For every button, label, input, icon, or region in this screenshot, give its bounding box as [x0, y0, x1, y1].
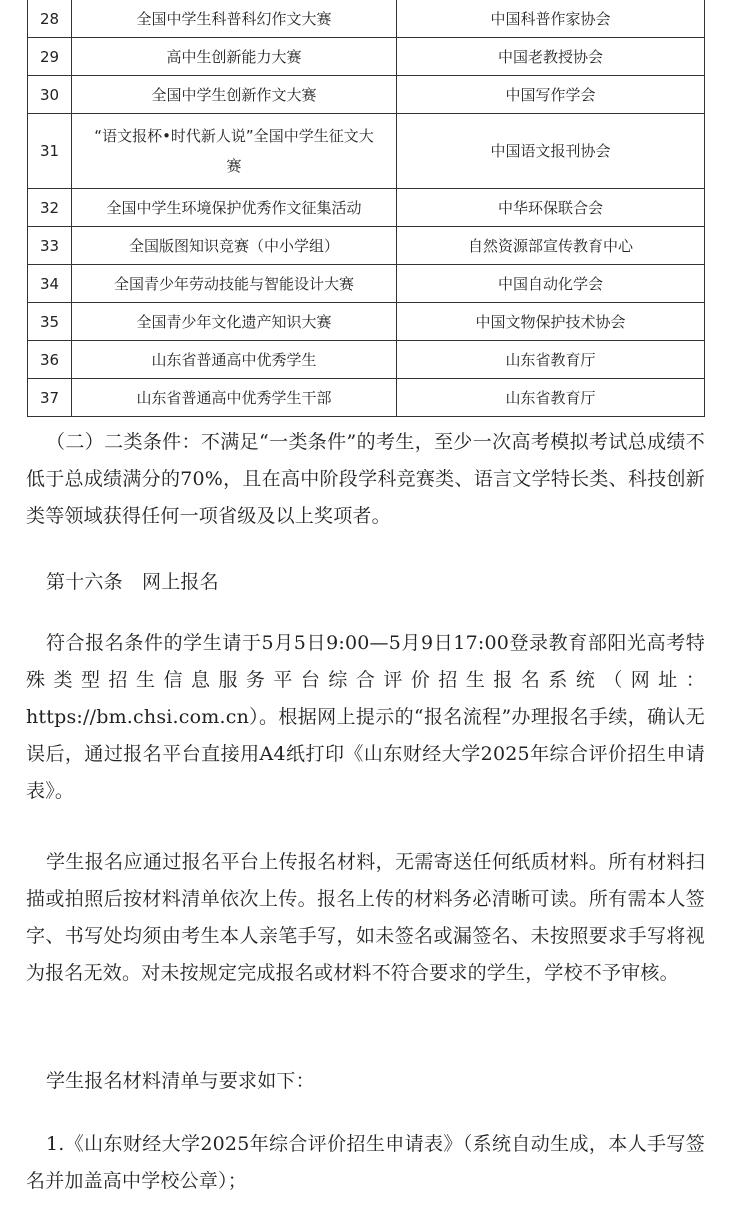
organizer: 自然资源部宣传教育中心 [397, 227, 705, 265]
competition-name: 全国中学生环境保护优秀作文征集活动 [72, 189, 397, 227]
table-row [28, 379, 705, 417]
competition-name: 全国中学生创新作文大赛 [72, 76, 397, 114]
table-row [28, 341, 705, 379]
competition-name: 全国版图知识竞赛（中小学组） [72, 227, 397, 265]
row-number: 37 [28, 379, 72, 417]
competition-name: “语文报杯•时代新人说”全国中学生征文大赛 [72, 114, 397, 189]
organizer: 中国自动化学会 [397, 265, 705, 303]
row-number: 28 [28, 0, 72, 38]
row-number: 35 [28, 303, 72, 341]
competition-name: 全国中学生科普科幻作文大赛 [72, 0, 397, 38]
table-row [28, 265, 705, 303]
row-number: 29 [28, 38, 72, 76]
organizer: 山东省教育厅 [397, 341, 705, 379]
table-row [28, 227, 705, 265]
organizer: 中国老教授协会 [397, 38, 705, 76]
competition-name: 全国青少年文化遗产知识大赛 [72, 303, 397, 341]
materials-upload-paragraph: 学生报名应通过报名平台上传报名材料，无需寄送任何纸质材料。所有材料扫描或拍照后按材料清单依次上传。报名上传的材料务必清晰可读。所有需本人签字、书写处均须由考生本人亲笔手写，如未签名或漏签名、未按照要求手写将视为报名无效。对未按规定完成报名或材料不符合要求的学生，学校不予审核。 [26, 851, 705, 984]
organizer: 山东省教育厅 [397, 379, 705, 417]
row-number: 30 [28, 76, 72, 114]
article-sixteen-heading: 第十六条 网上报名 [46, 571, 219, 593]
table-row [28, 114, 705, 189]
competition-name: 山东省普通高中优秀学生干部 [72, 379, 397, 417]
competition-name: 山东省普通高中优秀学生 [72, 341, 397, 379]
organizer: 中国科普作家协会 [397, 0, 705, 38]
table-row [28, 189, 705, 227]
table-row [28, 76, 705, 114]
organizer: 中国写作学会 [397, 76, 705, 114]
table-row [28, 38, 705, 76]
organizer: 中华环保联合会 [397, 189, 705, 227]
online-signup-paragraph: 符合报名条件的学生请于5月5日9:00—5月9日17:00登录教育部阳光高考特殊类型招生信息服务平台综合评价招生报名系统（网址：https://bm.chsi.com.cn）。根据网上提示的“报名流程”办理报名手续，确认无误后，通过报名平台直接用A4纸打印《山东财经大学2025年综合评价招生申请表》。 [26, 632, 705, 802]
competition-name: 全国青少年劳动技能与智能设计大赛 [72, 265, 397, 303]
row-number: 32 [28, 189, 72, 227]
row-number: 34 [28, 265, 72, 303]
row-number: 36 [28, 341, 72, 379]
table-row [28, 303, 705, 341]
row-number: 33 [28, 227, 72, 265]
row-number: 31 [28, 114, 72, 189]
awards-table [27, 0, 705, 417]
organizer: 中国语文报刊协会 [397, 114, 705, 189]
competition-name: 高中生创新能力大赛 [72, 38, 397, 76]
organizer: 中国文物保护技术协会 [397, 303, 705, 341]
condition-two-paragraph: （二）二类条件：不满足“一类条件”的考生，至少一次高考模拟考试总成绩不低于总成绩满分的70%，且在高中阶段学科竞赛类、语言文学特长类、科技创新类等领域获得任何一项省级及以上奖项者。 [26, 431, 705, 527]
materials-item-1: 1.《山东财经大学2025年综合评价招生申请表》（系统自动生成，本人手写签名并加盖高中学校公章）； [26, 1133, 705, 1192]
table-row [28, 0, 705, 38]
materials-list-intro: 学生报名材料清单与要求如下： [46, 1070, 315, 1092]
